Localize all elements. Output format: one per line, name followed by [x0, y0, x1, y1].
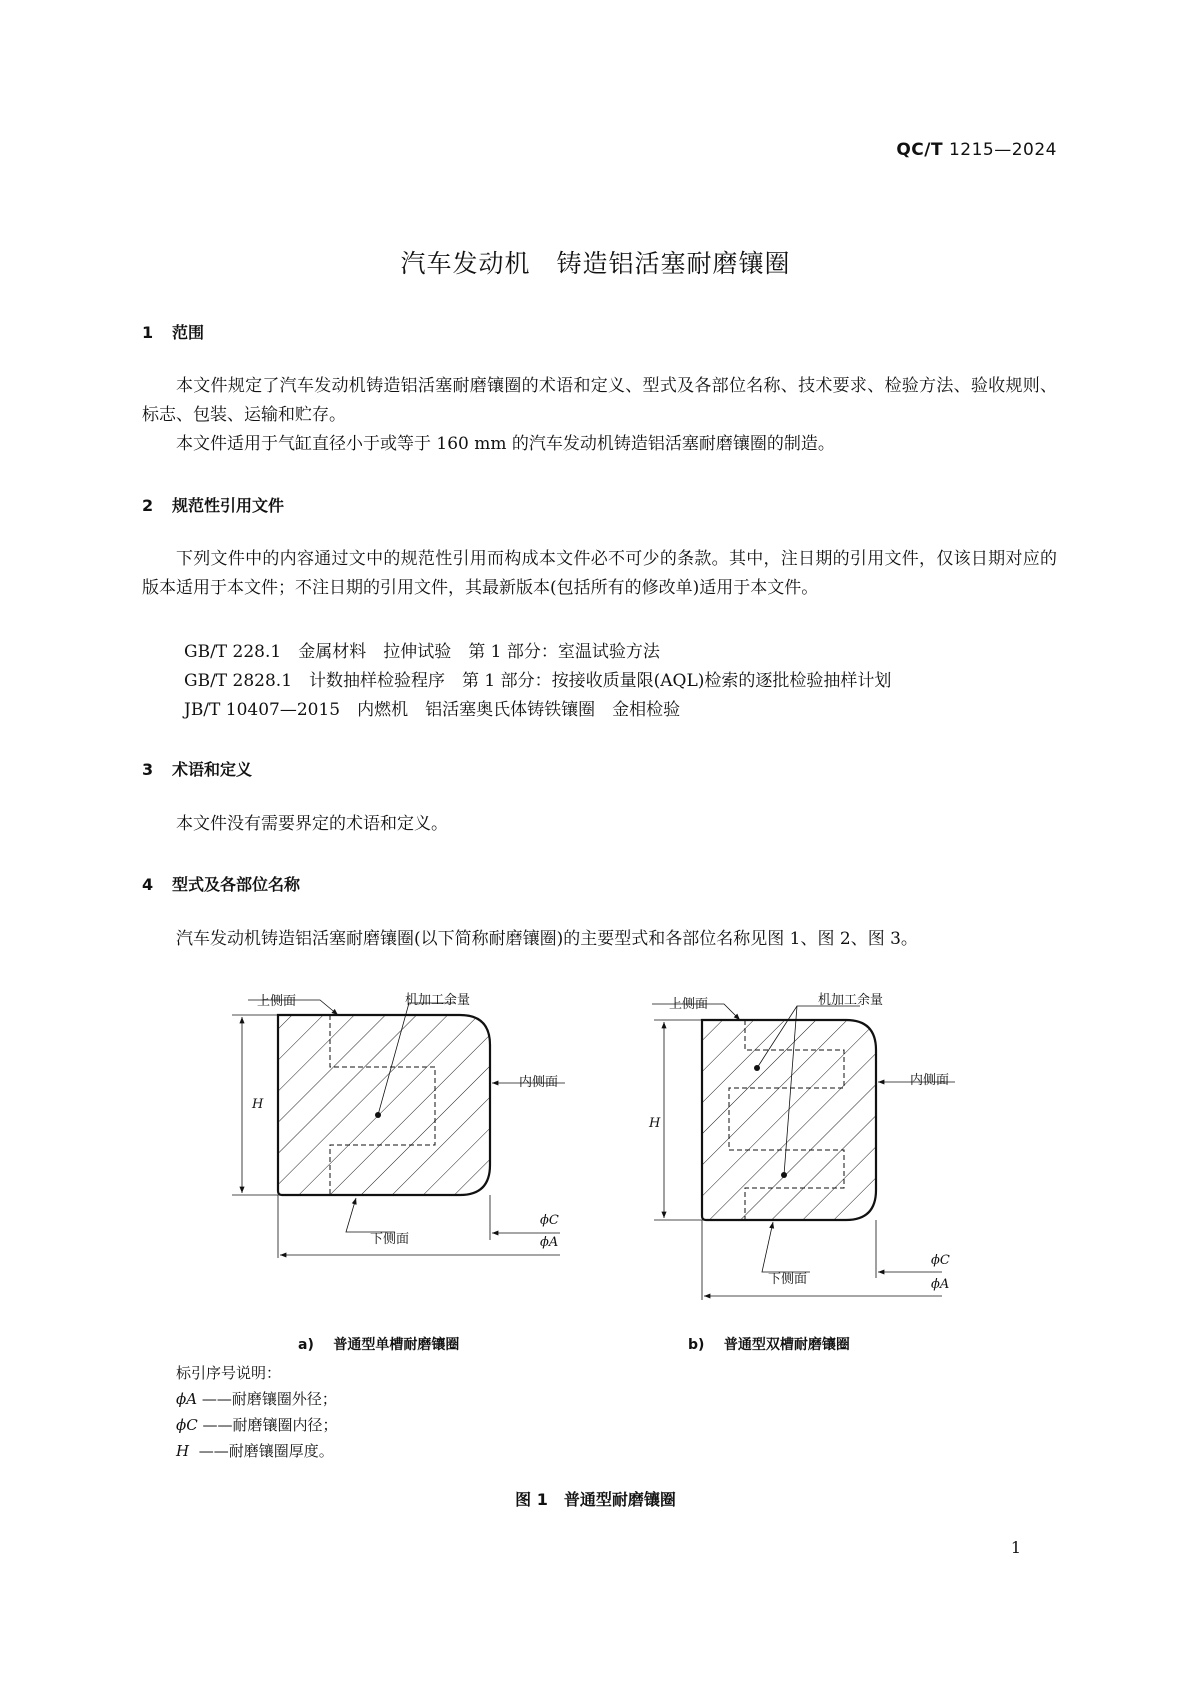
label-upper-side-a: 上侧面	[257, 994, 297, 1009]
section-3-paragraph-1: 本文件没有需要界定的术语和定义。	[176, 814, 448, 834]
reference-item: GB/T 2828.1 计数抽样检验程序 第 1 部分：按接收质量限(AQL)检索的逐批检验抽样计划	[184, 671, 892, 691]
subfigure-title: 普通型单槽耐磨镶圈	[333, 1337, 460, 1353]
label-upper-side-b: 上侧面	[669, 997, 709, 1012]
label-lower-side-a: 下侧面	[370, 1232, 410, 1247]
label-phiC-b: ϕC	[931, 1253, 950, 1268]
section-number: 3	[142, 760, 154, 779]
section-title: 范围	[172, 323, 205, 342]
subfigure-tag: a)	[298, 1337, 314, 1353]
label-inner-side-b: 内侧面	[910, 1073, 950, 1088]
label-phiA-a: ϕA	[540, 1235, 559, 1250]
section-2-paragraph-1: 下列文件中的内容通过文中的规范性引用而构成本文件必不可少的条款。其中，注日期的引用文件，仅该日期对应的版本适用于本文件；不注日期的引用文件，其最新版本(包括所有的修改单)适用于本文件。	[142, 549, 1057, 598]
subfigure-a-caption	[298, 1334, 459, 1354]
legend-item	[176, 1386, 338, 1412]
section-1-paragraph-1: 本文件规定了汽车发动机铸造铝活塞耐磨镶圈的术语和定义、型式及各部位名称、技术要求、检验方法、验收规则、标志、包装、运输和贮存。	[142, 376, 1057, 425]
label-lower-side-b: 下侧面	[768, 1272, 808, 1287]
section-number: 2	[142, 496, 154, 515]
label-H-b: H	[649, 1116, 661, 1131]
figure-legend	[176, 1360, 338, 1464]
subfigure-tag: b)	[688, 1337, 705, 1353]
section-title: 术语和定义	[172, 760, 253, 779]
drawing-a-single-groove	[232, 1000, 565, 1258]
document-title: 汽车发动机 铸造铝活塞耐磨镶圈	[400, 249, 791, 278]
label-machining-allowance-a: 机加工余量	[405, 993, 471, 1008]
figure-title: 图 1 普通型耐磨镶圈	[515, 1490, 676, 1509]
label-phiA-b: ϕA	[931, 1277, 950, 1292]
legend-item	[176, 1438, 338, 1464]
section-number: 1	[142, 323, 154, 342]
label-phiC-a: ϕC	[540, 1213, 559, 1228]
subfigure-title: 普通型双槽耐磨镶圈	[723, 1337, 850, 1353]
section-4-paragraph-1: 汽车发动机铸造铝活塞耐磨镶圈(以下简称耐磨镶圈)的主要型式和各部位名称见图 1、图 2、图 3。	[176, 929, 918, 949]
standard-prefix: QC/T	[896, 140, 944, 160]
section-1-paragraph-2: 本文件适用于气缸直径小于或等于 160 mm 的汽车发动机铸造铝活塞耐磨镶圈的制造。	[176, 434, 835, 454]
legend-text: ——耐磨镶圈内径；	[202, 1416, 338, 1434]
section-title: 规范性引用文件	[172, 496, 285, 515]
page-number: 1	[1010, 1538, 1021, 1557]
subfigure-b-caption	[688, 1334, 850, 1354]
legend-text: ——耐磨镶圈厚度。	[198, 1442, 334, 1460]
section-number: 4	[142, 875, 154, 894]
ring-cross-section	[278, 1015, 490, 1195]
label-H-a: H	[252, 1097, 264, 1112]
reference-item: GB/T 228.1 金属材料 拉伸试验 第 1 部分：室温试验方法	[184, 642, 660, 662]
section-title: 型式及各部位名称	[172, 875, 301, 894]
reference-item: JB/T 10407—2015 内燃机 铝活塞奥氏体铸铁镶圈 金相检验	[184, 700, 681, 720]
standard-number: 1215—2024	[948, 140, 1057, 160]
legend-symbol: ϕC	[176, 1416, 198, 1434]
legend-symbol: ϕA	[176, 1390, 198, 1408]
legend-item	[176, 1412, 338, 1438]
legend-title: 标引序号说明：	[176, 1364, 282, 1382]
label-machining-allowance-b: 机加工余量	[818, 993, 884, 1008]
label-inner-side-a: 内侧面	[519, 1075, 559, 1090]
legend-text: ——耐磨镶圈外径；	[201, 1390, 337, 1408]
legend-symbol: H	[176, 1442, 190, 1460]
drawing-b-double-groove	[652, 1004, 955, 1300]
